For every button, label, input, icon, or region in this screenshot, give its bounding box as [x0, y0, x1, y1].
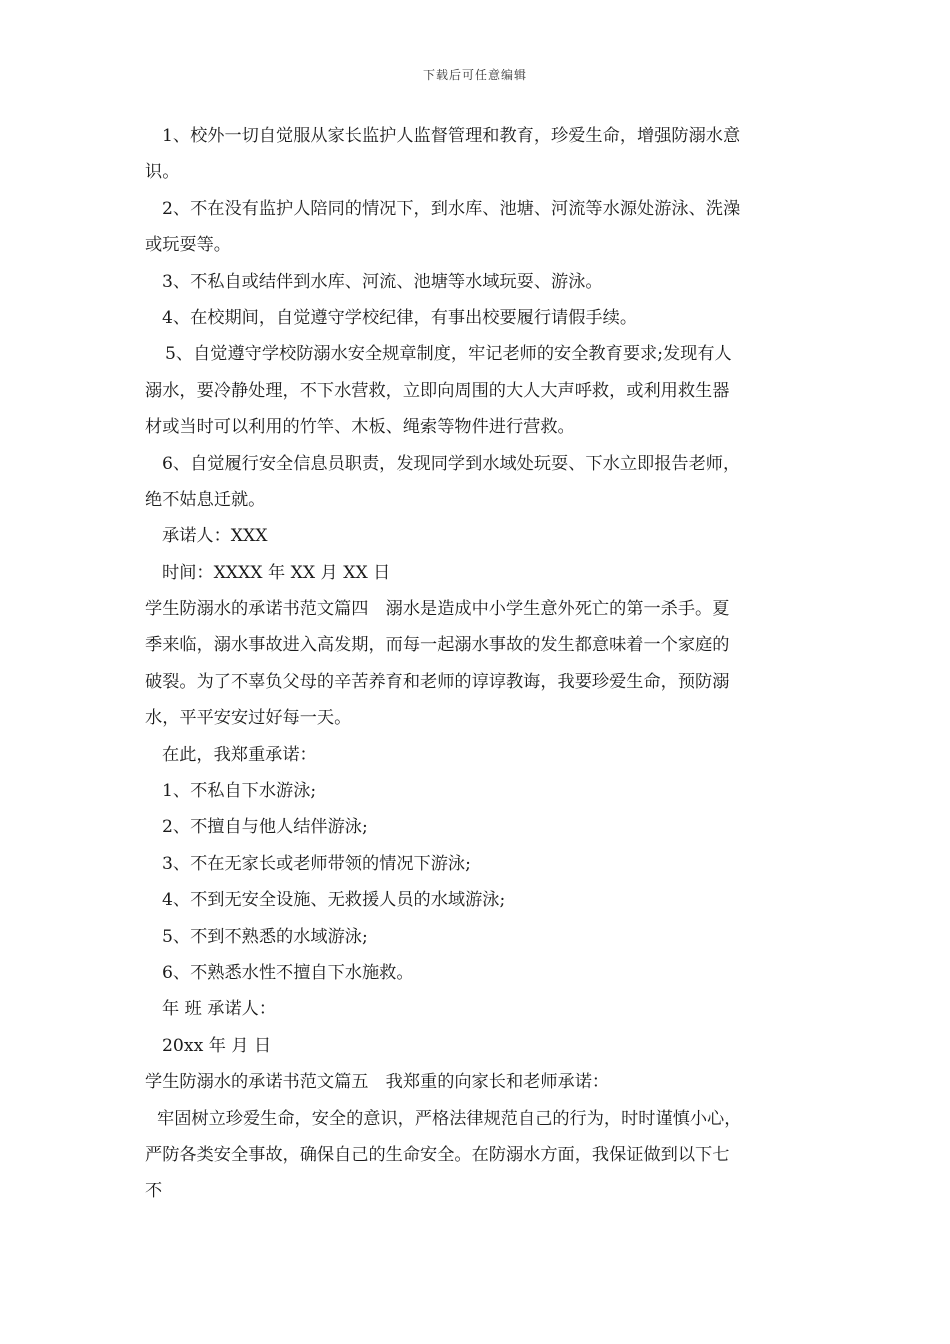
list-item: 4、不到无安全设施、无救援人员的水域游泳; — [162, 890, 506, 911]
text-line: 破裂。为了不辜负父母的辛苦养育和老师的谆谆教诲，我要珍爱生命，预防溺 — [145, 671, 730, 692]
text-line: 绝不姑息迁就。 — [145, 489, 266, 510]
text-line: 1、校外一切自觉服从家长监护人监督管理和教育，珍爱生命，增强防溺水意 — [162, 126, 741, 146]
text-line: 2、不在没有监护人陪同的情况下，到水库、池塘、河流等水源处游泳、洗澡 — [162, 198, 741, 219]
list-item: 6、不熟悉水性不擅自下水施救。 — [162, 962, 414, 983]
text-line: 在此，我郑重承诺： — [162, 744, 317, 765]
text-line: 水，平平安安过好每一天。 — [145, 708, 352, 729]
section-heading-5: 学生防溺水的承诺书范文篇五 我郑重的向家长和老师承诺： — [145, 1072, 610, 1093]
signer-line: 年 班 承诺人： — [162, 999, 277, 1020]
text-line: 4、在校期间，自觉遵守学校纪律，有事出校要履行请假手续。 — [162, 307, 638, 328]
text-line: 3、不私自或结伴到水库、河流、池塘等水域玩耍、游泳。 — [162, 271, 603, 292]
text-line: 季来临，溺水事故进入高发期，而每一起溺水事故的发生都意味着一个家庭的 — [145, 635, 730, 656]
text-line: 6、自觉履行安全信息员职责，发现同学到水域处玩耍、下水立即报告老师， — [162, 453, 741, 474]
list-item: 1、不私自下水游泳; — [162, 781, 317, 802]
section-heading-4: 学生防溺水的承诺书范文篇四 溺水是造成中小学生意外死亡的第一杀手。夏 — [145, 599, 730, 620]
signer-line: 承诺人：XXX — [162, 526, 268, 547]
text-line: 或玩耍等。 — [145, 235, 231, 256]
date-line: 20xx 年 月 日 — [162, 1035, 272, 1056]
page-header: 下载后可任意编辑 — [422, 68, 527, 82]
list-item: 5、不到不熟悉的水域游泳; — [162, 926, 368, 947]
text-line: 材或当时可以利用的竹竿、木板、绳索等物件进行营救。 — [145, 417, 575, 438]
text-line: 严防各类安全事故，确保自己的生命安全。在防溺水方面，我保证做到以下七 — [145, 1144, 730, 1165]
date-line: 时间：XXXX 年 XX 月 XX 日 — [162, 562, 391, 583]
text-line: 不 — [145, 1181, 163, 1202]
text-line: 溺水，要冷静处理，不下水营救，立即向周围的大人大声呼救，或利用救生器 — [145, 380, 730, 401]
text-line: 5、自觉遵守学校防溺水安全规章制度，牢记老师的安全教育要求;发现有人 — [165, 344, 732, 365]
list-item: 2、不擅自与他人结伴游泳; — [162, 817, 368, 838]
text-line: 识。 — [145, 162, 180, 183]
document-body — [145, 118, 815, 1210]
list-item: 3、不在无家长或老师带领的情况下游泳; — [162, 853, 471, 874]
text-line: 牢固树立珍爱生命，安全的意识，严格法律规范自己的行为，时时谨慎小心， — [157, 1108, 742, 1129]
